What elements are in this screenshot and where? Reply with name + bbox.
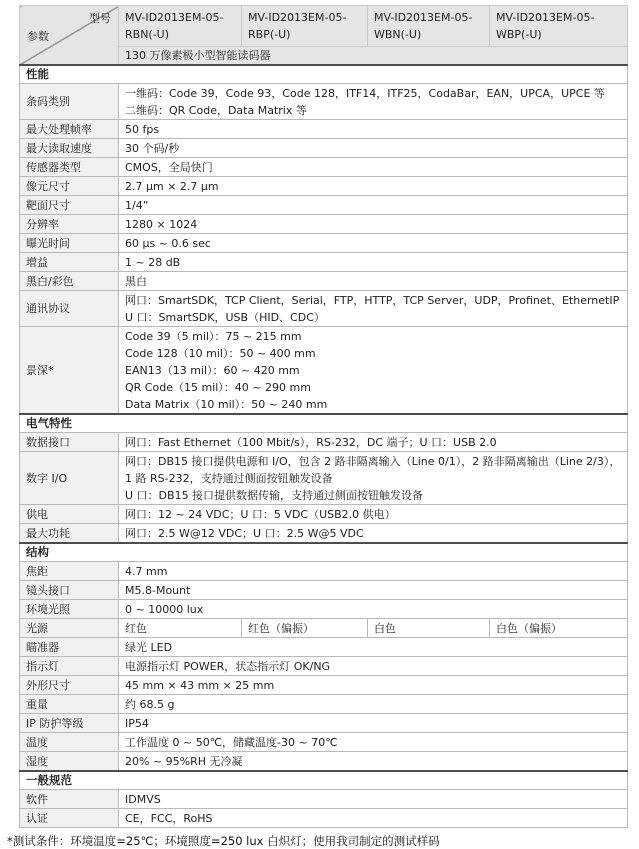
spec-row-value xyxy=(119,638,628,657)
spec-row xyxy=(20,139,628,158)
spec-row-value xyxy=(119,695,628,714)
section-title: 性能 xyxy=(20,65,628,84)
spec-row-label: 最大功耗 xyxy=(20,524,119,544)
spec-row-value xyxy=(119,120,628,139)
test-conditions-footnote: *测试条件：环境温度=25℃；环境照度=250 lux 白炽灯；使用我司制定的测试样码 xyxy=(7,834,440,848)
spec-value-line: 网口：DB15 接口提供电源和 I/O，包含 2 路非隔离输入（Line 0/1），2 路非隔离输出（Line 2/3），1 路 RS-232，支持通过侧面按钮触发设备 xyxy=(125,454,621,485)
spec-row-label: 曝光时间 xyxy=(20,234,119,253)
spec-value-line: Data Matrix（10 mil）：50 ~ 240 mm xyxy=(125,397,328,411)
spec-row-label: 通讯协议 xyxy=(20,291,119,327)
spec-value-line: EAN13（13 mil）：60 ~ 420 mm xyxy=(125,363,300,377)
spec-sheet-page xyxy=(0,5,639,848)
spec-row-label: 光源 xyxy=(20,619,119,638)
spec-row-value xyxy=(119,253,628,272)
spec-value-line: 1 ~ 28 dB xyxy=(125,255,181,269)
spec-row-label: 靶面尺寸 xyxy=(20,196,119,215)
spec-row xyxy=(20,215,628,234)
spec-row-value xyxy=(119,452,628,505)
spec-table-header xyxy=(20,6,628,66)
spec-row xyxy=(20,790,628,809)
spec-row xyxy=(20,562,628,581)
spec-row-label: 像元尺寸 xyxy=(20,177,119,196)
spec-row-value xyxy=(119,84,628,120)
spec-row xyxy=(20,291,628,327)
spec-row-value xyxy=(119,809,628,828)
spec-row-label: 瞄准器 xyxy=(20,638,119,657)
spec-row-value xyxy=(119,327,628,415)
spec-value-line: 二维码：QR Code，Data Matrix 等 xyxy=(125,103,307,117)
spec-row-value-cell: 红色 xyxy=(119,619,242,638)
spec-row-label: 焦距 xyxy=(20,562,119,581)
spec-row-label: 重量 xyxy=(20,695,119,714)
spec-row xyxy=(20,676,628,695)
spec-row-value xyxy=(119,196,628,215)
spec-row-value xyxy=(119,291,628,327)
spec-value-line: 网口：2.5 W@12 VDC；U 口：2.5 W@5 VDC xyxy=(125,526,364,540)
spec-row-value xyxy=(119,524,628,544)
model-column-header: MV-ID2013EM-05-WBP(-U) xyxy=(490,6,628,47)
spec-row xyxy=(20,84,628,120)
spec-row-value xyxy=(119,562,628,581)
section-title: 电气特性 xyxy=(20,414,628,433)
spec-row-value xyxy=(119,581,628,600)
section-header-row xyxy=(20,65,628,84)
corner-label-model: 型号 xyxy=(89,12,111,25)
spec-row xyxy=(20,158,628,177)
spec-row-label: 指示灯 xyxy=(20,657,119,676)
spec-row xyxy=(20,600,628,619)
spec-value-line: U 口：DB15 接口提供数据传输，支持通过侧面按钮触发设备 xyxy=(125,488,424,502)
spec-value-line: 约 68.5 g xyxy=(125,697,175,711)
spec-row xyxy=(20,234,628,253)
spec-row-label: 数据接口 xyxy=(20,433,119,452)
spec-value-line: Code 128（10 mil）：50 ~ 400 mm xyxy=(125,346,316,360)
spec-value-line: 网口：12 ~ 24 VDC；U 口：5 VDC（USB2.0 供电） xyxy=(125,507,396,521)
spec-row xyxy=(20,505,628,524)
spec-row-value-cell: 红色（偏振） xyxy=(242,619,368,638)
spec-row-label: 增益 xyxy=(20,253,119,272)
product-subtitle: 130 万像素极小型智能读码器 xyxy=(119,47,628,66)
spec-value-line: 工作温度 0 ~ 50℃，储藏温度-30 ~ 70℃ xyxy=(125,735,338,749)
spec-value-line: 1280 × 1024 xyxy=(125,217,198,231)
spec-value-line: CMOS，全局快门 xyxy=(125,160,213,174)
spec-row xyxy=(20,327,628,415)
spec-row-value-cell: 白色（偏振） xyxy=(490,619,628,638)
spec-row xyxy=(20,733,628,752)
spec-row-label: 景深* xyxy=(20,327,119,415)
model-header-row xyxy=(20,6,628,47)
spec-row-value xyxy=(119,505,628,524)
spec-row-label: 外形尺寸 xyxy=(20,676,119,695)
spec-row xyxy=(20,272,628,291)
spec-row-label: 黑白/彩色 xyxy=(20,272,119,291)
spec-value-line: QR Code（15 mil）：40 ~ 290 mm xyxy=(125,380,311,394)
spec-value-line: 45 mm × 43 mm × 25 mm xyxy=(125,678,275,692)
spec-value-line: 网口：Fast Ethernet（100 Mbit/s），RS-232，DC 端子；U 口：USB 2.0 xyxy=(125,435,497,449)
spec-value-line: 0 ~ 10000 lux xyxy=(125,602,204,616)
spec-row xyxy=(20,809,628,828)
spec-row-value xyxy=(119,790,628,809)
spec-row-label: 软件 xyxy=(20,790,119,809)
spec-row-value xyxy=(119,752,628,772)
section-header-row xyxy=(20,771,628,790)
spec-row-value xyxy=(119,177,628,196)
spec-row-value xyxy=(119,714,628,733)
spec-row-value xyxy=(119,733,628,752)
spec-row xyxy=(20,452,628,505)
spec-row xyxy=(20,253,628,272)
spec-value-line: IDMVS xyxy=(125,792,161,806)
spec-value-line: CE，FCC，RoHS xyxy=(125,811,213,825)
spec-row-value xyxy=(119,234,628,253)
spec-row-label: 温度 xyxy=(20,733,119,752)
spec-row-label: 供电 xyxy=(20,505,119,524)
spec-row-label: 传感器类型 xyxy=(20,158,119,177)
spec-row-label: 最大处理帧率 xyxy=(20,120,119,139)
spec-row xyxy=(20,619,628,638)
spec-value-line: 电源指示灯 POWER，状态指示灯 OK/NG xyxy=(125,659,331,673)
spec-row-label: 环境光照 xyxy=(20,600,119,619)
spec-row-value xyxy=(119,158,628,177)
spec-row xyxy=(20,177,628,196)
section-header-row xyxy=(20,543,628,562)
spec-value-line: 30 个码/秒 xyxy=(125,141,180,155)
spec-row-value xyxy=(119,272,628,291)
spec-row-label: 数字 I/O xyxy=(20,452,119,505)
spec-value-line: U 口：SmartSDK，USB（HID、CDC） xyxy=(125,310,325,324)
spec-row-label: 认证 xyxy=(20,809,119,828)
spec-row-value xyxy=(119,139,628,158)
spec-row-value xyxy=(119,600,628,619)
corner-cell xyxy=(20,6,119,66)
spec-row-label: 最大读取速度 xyxy=(20,139,119,158)
spec-row-value xyxy=(119,657,628,676)
spec-row-label: 湿度 xyxy=(20,752,119,772)
spec-value-line: 绿光 LED xyxy=(125,640,173,654)
spec-value-line: 4.7 mm xyxy=(125,564,168,578)
spec-row xyxy=(20,196,628,215)
spec-row-label: 条码类别 xyxy=(20,84,119,120)
spec-row xyxy=(20,433,628,452)
spec-table xyxy=(19,5,628,828)
spec-value-line: 黑白 xyxy=(125,274,147,288)
section-header-row xyxy=(20,414,628,433)
spec-row-value-cell: 白色 xyxy=(368,619,490,638)
spec-row xyxy=(20,524,628,544)
spec-value-line: Code 39（5 mil）：75 ~ 215 mm xyxy=(125,329,302,343)
spec-row-value xyxy=(119,676,628,695)
spec-value-line: 1/4” xyxy=(125,198,149,212)
spec-row xyxy=(20,657,628,676)
spec-row xyxy=(20,695,628,714)
spec-row-value xyxy=(119,215,628,234)
spec-value-line: 50 fps xyxy=(125,122,160,136)
spec-value-line: 60 μs ~ 0.6 sec xyxy=(125,236,211,250)
spec-row-label: 镜头接口 xyxy=(20,581,119,600)
spec-row xyxy=(20,581,628,600)
spec-row xyxy=(20,752,628,772)
spec-value-line: 20% ~ 95%RH 无冷凝 xyxy=(125,754,243,768)
spec-row-label: 分辨率 xyxy=(20,215,119,234)
spec-value-line: M5.8-Mount xyxy=(125,583,191,597)
spec-value-line: 一维码：Code 39，Code 93，Code 128，ITF14，ITF25，CodaBar，EAN，UPCA，UPCE 等 xyxy=(125,86,605,100)
spec-row xyxy=(20,120,628,139)
model-column-header: MV-ID2013EM-05-WBN(-U) xyxy=(368,6,490,47)
section-title: 一般规范 xyxy=(20,771,628,790)
spec-row-label: IP 防护等级 xyxy=(20,714,119,733)
model-column-header: MV-ID2013EM-05-RBP(-U) xyxy=(242,6,368,47)
section-title: 结构 xyxy=(20,543,628,562)
spec-table-body xyxy=(20,65,628,828)
spec-value-line: IP54 xyxy=(125,716,149,730)
spec-row xyxy=(20,638,628,657)
spec-value-line: 2.7 μm × 2.7 μm xyxy=(125,179,219,193)
spec-row-value xyxy=(119,433,628,452)
model-column-header: MV-ID2013EM-05-RBN(-U) xyxy=(119,6,242,47)
spec-value-line: 网口：SmartSDK，TCP Client，Serial，FTP，HTTP，TCP Server，UDP，Profinet、EthernetIP xyxy=(125,293,620,307)
spec-row xyxy=(20,714,628,733)
corner-label-parameter: 参数 xyxy=(27,30,49,43)
